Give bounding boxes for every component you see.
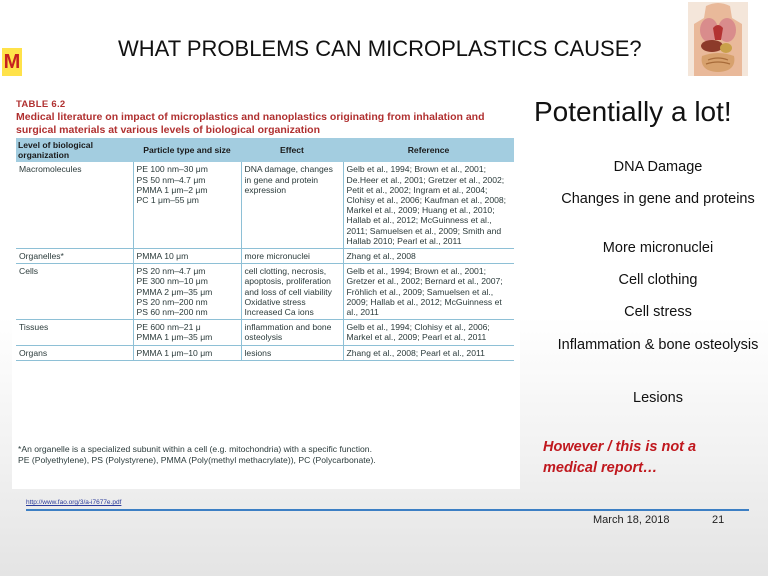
effect-cell <box>241 162 343 248</box>
effect-item: More micronuclei <box>602 240 714 256</box>
effect-line: lesions <box>244 347 272 358</box>
particle-cell <box>133 264 241 320</box>
effect-item: Cell stress <box>624 304 692 320</box>
reference-cell: Zhang et al., 2008; Pearl et al., 2011 <box>343 345 514 360</box>
level-cell: Macromolecules <box>19 164 82 175</box>
table-header-row <box>16 138 514 162</box>
particle-line: PE 300 nm–10 μm <box>136 276 208 287</box>
reference-cell: Zhang et al., 2008 <box>343 249 514 264</box>
footnote-organelle: *An organelle is a specialized subunit within a cell (e.g. mitochondria) with a specific function. <box>18 444 372 454</box>
particle-line: PS 60 nm–200 nm <box>136 307 208 318</box>
warning-text: However / this is not a medical report… <box>543 439 697 476</box>
effect-item: Cell clothing <box>618 272 698 288</box>
level-cell: Organs <box>16 345 133 360</box>
effect-cell <box>241 264 343 320</box>
level-cell: Organelles* <box>16 249 133 264</box>
particle-line: PMMA 1 μm–2 μm <box>136 184 208 195</box>
effect-cell <box>241 249 343 264</box>
table-row <box>16 264 514 320</box>
effect-item: Inflammation & bone osteolysis <box>557 337 759 353</box>
effect-line: inflammation and bone osteolysis <box>244 322 332 343</box>
slide-title: WHAT PROBLEMS CAN MICROPLASTICS CAUSE? <box>118 36 642 61</box>
header-particle: Particle type and size <box>133 138 241 162</box>
page-number: 21 <box>712 514 725 526</box>
effect-line: more micronuclei <box>244 251 310 262</box>
particle-line: PS 20 nm–200 nm <box>136 296 208 307</box>
particle-line: PMMA 10 μm <box>136 251 189 262</box>
header-level: Level of biological organization <box>16 138 133 162</box>
slide-date: March 18, 2018 <box>593 514 670 526</box>
table-label: TABLE 6.2 <box>16 99 66 110</box>
literature-table-figure <box>12 96 520 489</box>
effect-line: Oxidative stress <box>244 296 306 307</box>
reference-cell: Gelb et al., 1994; Brown et al., 2001; Gretzer et al., 2002; Bernard et al., 2007; Fröhlich et al., 2009; Samuelsen et al., 2009; Hallab et al., 2012; McGuinness et al., 2011 <box>343 264 514 320</box>
logo-badge: M <box>2 48 22 76</box>
particle-line: PE 100 nm–30 μm <box>136 164 208 175</box>
source-link[interactable]: http://www.fao.org/3/a-i7677e.pdf <box>26 499 122 506</box>
table-row <box>16 249 514 264</box>
effect-line: cell clotting, necrosis, apoptosis, proliferation and loss of cell viability <box>244 266 332 297</box>
level-cell: Tissues <box>16 320 133 345</box>
header-effect: Effect <box>241 138 343 162</box>
particle-cell <box>133 320 241 345</box>
effect-line: DNA damage, changes in gene and protein expression <box>244 164 333 195</box>
particle-line: PC 1 μm–55 μm <box>136 195 199 206</box>
particle-cell <box>133 162 241 248</box>
human-anatomy-image <box>688 2 748 76</box>
effect-cell <box>241 345 343 360</box>
table-row <box>16 345 514 360</box>
reference-cell: Gelb et al., 1994; Brown et al., 2001; De.Heer et al., 2001; Gretzer et al., 2002; Petit et al., 2002; Ingram et al., 2004; Clohisy et al., 2006; Kaufman et al., 2008; Markel et al., 2009; Huang et al., 2010; Hallab et al., 2012; McGuinness et al., 2011; Samuelsen et al., 2009; Smith and Hallab 2010; Pearl et al., 2011 <box>343 162 514 248</box>
effect-item: DNA Damage <box>613 159 703 175</box>
table-caption-text: Medical literature on impact of microplastics and nanoplastics originating from inhalation and surgical materials at various levels of biological organization <box>16 111 485 136</box>
particle-cell <box>133 249 241 264</box>
header-reference: Reference <box>343 138 514 162</box>
literature-table <box>16 138 514 361</box>
effect-cell <box>241 320 343 345</box>
effect-line: Increased Ca ions <box>244 307 314 318</box>
table-footnotes <box>18 444 516 466</box>
potentially-heading: Potentially a lot! <box>534 96 732 127</box>
particle-line: PS 50 nm–4.7 μm <box>136 174 206 185</box>
particle-line: PS 20 nm–4.7 μm <box>136 266 206 277</box>
particle-cell <box>133 345 241 360</box>
effect-item: Changes in gene and proteins <box>561 191 755 207</box>
reference-cell: Gelb et al., 1994; Clohisy et al., 2006; Markel et al., 2009; Pearl et al., 2011 <box>343 320 514 345</box>
particle-line: PMMA 1 μm–35 μm <box>136 332 213 343</box>
effect-item: Lesions <box>633 390 683 406</box>
particle-line: PMMA 1 μm–10 μm <box>136 347 213 358</box>
particle-line: PE 600 nm–21 μ <box>136 322 201 333</box>
table-caption <box>16 98 514 137</box>
table-row <box>16 162 514 248</box>
level-cell: Cells <box>16 264 133 320</box>
particle-line: PMMA 2 μm–35 μm <box>136 286 213 297</box>
footnote-abbreviations: PE (Polyethylene), PS (Polystyrene), PMMA (Poly(methyl methacrylate)), PC (Polycarbonate). <box>18 455 376 465</box>
table-row <box>16 320 514 345</box>
footer-divider <box>26 509 749 511</box>
